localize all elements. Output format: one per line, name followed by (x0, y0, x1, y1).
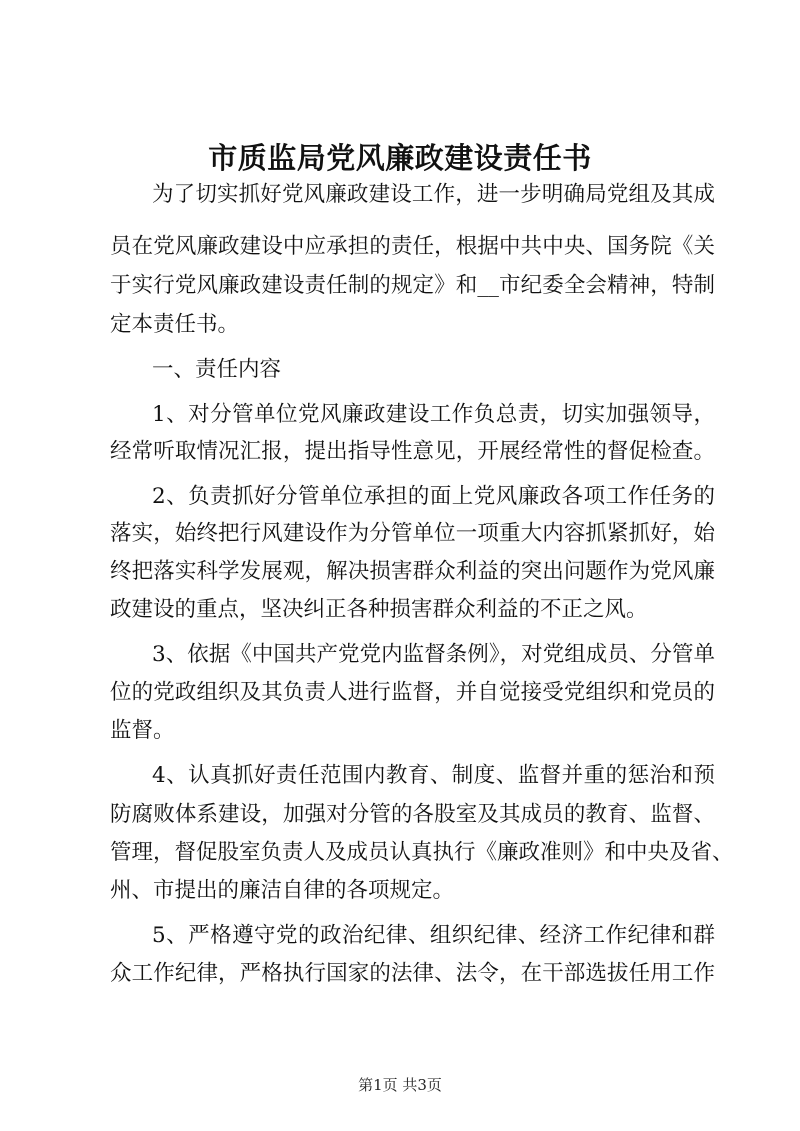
paragraph-line: 州、市提出的廉洁自律的各项规定。 (110, 878, 455, 903)
paragraph-line: 位的党政组织及其负责人进行监督，并自觉接受党组织和党员的 (110, 680, 715, 705)
paragraph-line: 于实行党风廉政建设责任制的规定》和__市纪委全会精神，特制 (110, 273, 715, 298)
paragraph-line: 4、认真抓好责任范围内教育、制度、监督并重的惩治和预 (152, 763, 715, 788)
section-heading: 一、责任内容 (152, 357, 282, 382)
page-number: 第1页 共3页 (358, 1076, 442, 1094)
paragraph-line: 为了切实抓好党风廉政建设工作，进一步明确局党组及其成 (152, 182, 715, 207)
paragraph-line: 5、严格遵守党的政治纪律、组织纪律、经济工作纪律和群 (152, 923, 715, 948)
paragraph-line: 3、依据《中国共产党党内监督条例》，对党组成员、分管单 (152, 642, 715, 667)
paragraph-line: 定本责任书。 (110, 312, 240, 337)
paragraph-line: 员在党风廉政建设中应承担的责任，根据中共中央、国务院《关 (110, 234, 715, 259)
paragraph-line: 监督。 (110, 718, 175, 743)
paragraph-line: 1、对分管单位党风廉政建设工作负总责，切实加强领导， (152, 402, 715, 427)
paragraph-line: 2、负责抓好分管单位承担的面上党风廉政各项工作任务的 (152, 484, 715, 509)
paragraph-line: 经常听取情况汇报，提出指导性意见，开展经常性的督促检查。 (110, 439, 715, 464)
paragraph-line: 众工作纪律，严格执行国家的法律、法令，在干部选拔任用工作 (110, 961, 715, 986)
paragraph-line: 管理，督促股室负责人及成员认真执行《廉政准则》和中央及省、 (110, 840, 734, 865)
document-title: 市质监局党风廉政建设责任书 (208, 141, 592, 175)
paragraph-line: 落实，始终把行风建设作为分管单位一项重大内容抓紧抓好，始 (110, 521, 715, 546)
paragraph-line: 政建设的重点，坚决纠正各种损害群众利益的不正之风。 (110, 597, 648, 622)
paragraph-line: 终把落实科学发展观，解决损害群众利益的突出问题作为党风廉 (110, 559, 715, 584)
paragraph-line: 防腐败体系建设，加强对分管的各股室及其成员的教育、监督、 (110, 802, 715, 827)
